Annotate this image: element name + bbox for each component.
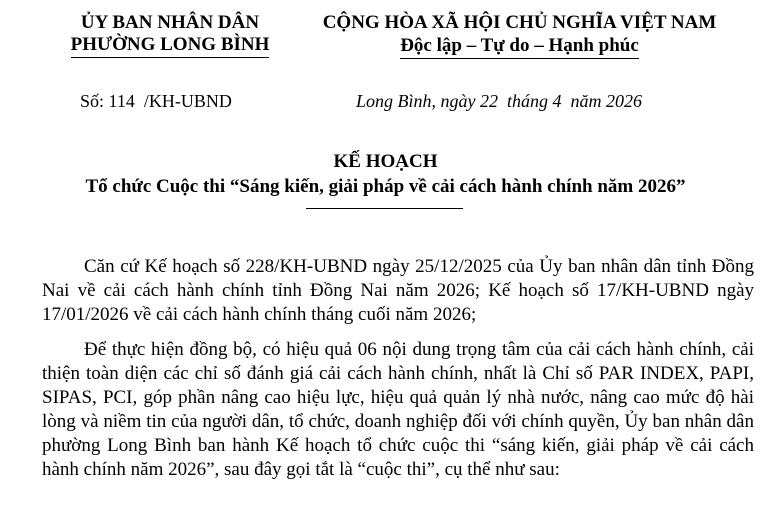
- document-body: [42, 255, 754, 493]
- document-title-block: [0, 150, 771, 200]
- country-name: CỘNG HÒA XÃ HỘI CHỦ NGHĨA VIỆT NAM: [322, 12, 717, 33]
- reference-row: [0, 91, 771, 117]
- document-subject: Tổ chức Cuộc thi “Sáng kiến, giải pháp về cải cách hành chính năm 2026”: [85, 176, 686, 197]
- body-paragraph-purpose: Để thực hiện đồng bộ, có hiệu quả 06 nội dung trọng tâm của cải cách hành chính, cải thiện toàn diện các chỉ số đánh giá cải cách hành chính, nhất là Chỉ số PAR INDEX, PAPI, SIPAS, PCI, góp phần nâng cao hiệu lực, hiệu quả quản lý nhà nước, nâng cao mức độ hài lòng và niềm tin của người dân, tổ chức, doanh nghiệp đối với chính quyền, Ủy ban nhân dân phường Long Bình ban hành Kế hoạch tổ chức cuộc thi “sáng kiến, giải pháp về cải cách hành chính năm 2026”, sau đây gọi tắt là “cuộc thi”, cụ thể như sau:: [42, 339, 754, 480]
- place-and-date: Long Bình, ngày 22 tháng 4 năm 2026: [356, 91, 642, 111]
- national-heading: [282, 12, 757, 59]
- document-kind: KẾ HOẠCH: [333, 151, 438, 172]
- authority-name: ỦY BAN NHÂN DÂN: [80, 12, 260, 33]
- title-divider: [306, 208, 463, 209]
- ward-name: PHƯỜNG LONG BÌNH: [71, 34, 270, 58]
- issuing-authority: [40, 12, 300, 58]
- body-paragraph-legal-basis: Căn cứ Kế hoạch số 228/KH-UBND ngày 25/12/2025 của Ủy ban nhân dân tỉnh Đồng Nai về cải cách hành chính tỉnh Đồng Nai năm 2026; Kế hoạch số 17/KH-UBND ngày 17/01/2026 về cải cách hành chính tháng cuối năm 2026;: [42, 256, 754, 325]
- national-motto: Độc lập – Tự do – Hạnh phúc: [400, 35, 639, 59]
- document-number: Số: 114 /KH-UBND: [80, 91, 232, 111]
- document-header: [0, 12, 771, 92]
